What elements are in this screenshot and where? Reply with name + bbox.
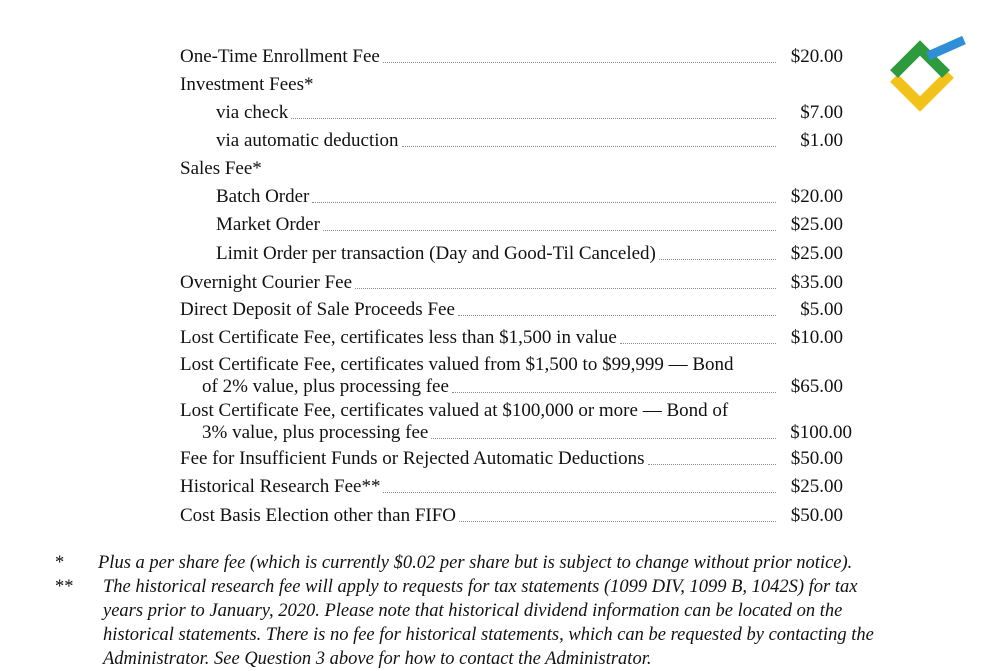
fee-amount: $20.00 <box>790 46 843 67</box>
fee-label-line1: Lost Certificate Fee, certificates valued at $100,000 or more — Bond of <box>180 400 729 421</box>
dot-leader <box>383 492 776 493</box>
dot-leader <box>291 118 776 119</box>
fee-row-courier <box>180 272 852 294</box>
fee-row-limit <box>216 243 852 265</box>
fee-label: Cost Basis Election other than FIFO <box>180 505 457 526</box>
fee-label: Overnight Courier Fee <box>180 272 353 293</box>
fee-amount: $1.00 <box>800 130 843 151</box>
footnote-line: years prior to January, 2020. Please note that historical dividend information can be located on the <box>103 601 843 621</box>
dot-leader <box>383 62 776 63</box>
fee-row-insufficient <box>180 448 852 470</box>
footnote-text <box>103 575 963 671</box>
dot-leader <box>431 438 776 439</box>
fee-label: via check <box>216 102 289 123</box>
dot-leader <box>323 230 776 231</box>
dot-leader <box>452 392 776 393</box>
brand-logo-icon <box>884 34 970 114</box>
footnote-line: historical statements. There is no fee for historical statements, which can be requested by contacting the <box>103 625 874 645</box>
fee-label: Fee for Insufficient Funds or Rejected Automatic Deductions <box>180 448 645 469</box>
dot-leader <box>659 259 776 260</box>
dot-leader <box>402 146 776 147</box>
footnote-line: The historical research fee will apply to requests for tax statements (1099 DIV, 1099 B, 1042S) for tax <box>103 577 858 597</box>
dot-leader <box>458 315 776 316</box>
fee-label-line2: 3% value, plus processing fee <box>202 422 429 443</box>
fee-label: Direct Deposit of Sale Proceeds Fee <box>180 299 455 320</box>
fee-row-lost-large <box>180 400 852 444</box>
fee-amount: $25.00 <box>790 243 843 264</box>
fee-amount: $25.00 <box>790 214 843 235</box>
footnote-text: Plus a per share fee (which is currently $0.02 per share but is subject to change without prior notice). <box>98 553 853 573</box>
fee-amount: $65.00 <box>790 376 843 397</box>
fee-amount: $35.00 <box>790 272 843 293</box>
fee-label: Historical Research Fee** <box>180 476 381 497</box>
fee-amount: $10.00 <box>790 327 843 348</box>
fee-amount: $100.00 <box>790 422 852 443</box>
fee-row-lost-small <box>180 327 852 349</box>
fee-row-via-check <box>216 102 852 124</box>
fee-label: Market Order <box>216 214 320 235</box>
fee-amount: $20.00 <box>790 186 843 207</box>
dot-leader <box>312 202 776 203</box>
fee-row-market <box>216 214 852 236</box>
fee-row-direct-deposit <box>180 299 852 321</box>
fee-amount: $25.00 <box>790 476 843 497</box>
fee-label: Batch Order <box>216 186 310 207</box>
fee-label-line2: of 2% value, plus processing fee <box>202 376 449 397</box>
fee-amount: $5.00 <box>800 299 843 320</box>
fee-row-via-auto <box>216 130 852 152</box>
footnote-line: Administrator. See Question 3 above for how to contact the Administrator. <box>103 649 652 669</box>
fee-row-enrollment <box>180 46 852 68</box>
fee-label: Lost Certificate Fee, certificates less than $1,500 in value <box>180 327 617 348</box>
fee-amount: $7.00 <box>800 102 843 123</box>
fee-label-line1: Lost Certificate Fee, certificates valued from $1,500 to $99,999 — Bond <box>180 354 734 375</box>
fee-label: One-Time Enrollment Fee <box>180 46 380 67</box>
dot-leader <box>459 521 776 522</box>
fee-label: Limit Order per transaction (Day and Good-Til Canceled) <box>216 243 656 264</box>
fee-row-historical <box>180 476 852 498</box>
dot-leader <box>620 343 776 344</box>
footnote-mark: ** <box>55 577 74 597</box>
fee-amount: $50.00 <box>790 505 843 526</box>
fee-row-batch <box>216 186 852 208</box>
fee-amount: $50.00 <box>790 448 843 469</box>
footnote-mark: * <box>55 553 65 573</box>
dot-leader <box>355 288 776 289</box>
section-heading-sales: Sales Fee* <box>180 158 262 179</box>
fee-row-cost-basis <box>180 505 852 527</box>
dot-leader <box>648 464 776 465</box>
section-heading-investment: Investment Fees* <box>180 74 314 95</box>
fee-row-lost-mid <box>180 354 852 398</box>
fee-label: via automatic deduction <box>216 130 399 151</box>
